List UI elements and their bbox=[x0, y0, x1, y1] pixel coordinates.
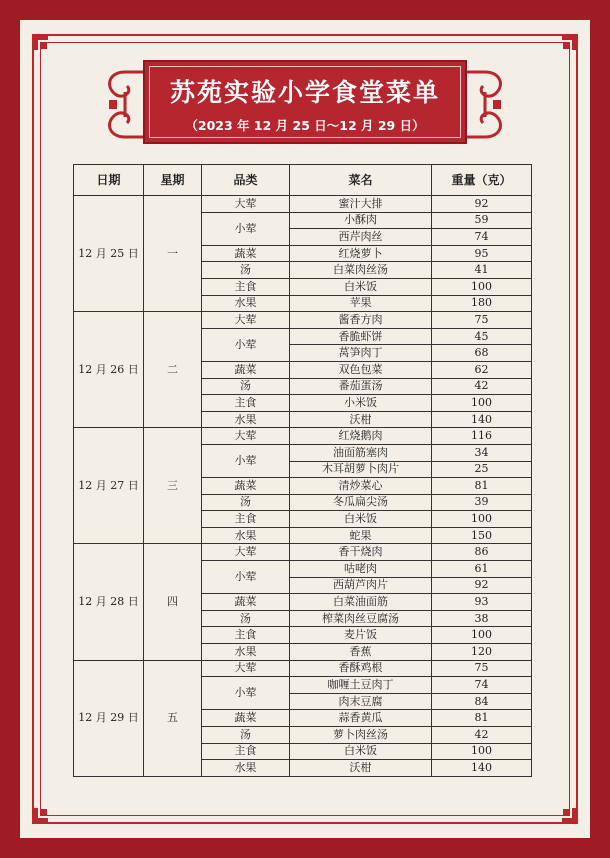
category-cell: 主食 bbox=[202, 743, 290, 760]
weight-cell: 120 bbox=[432, 644, 532, 661]
category-cell: 主食 bbox=[202, 278, 290, 295]
dish-cell: 蜜汁大排 bbox=[290, 196, 432, 213]
weight-cell: 81 bbox=[432, 710, 532, 727]
dish-cell: 清炒菜心 bbox=[290, 478, 432, 495]
menu-table-body bbox=[74, 196, 532, 777]
category-cell: 蔬菜 bbox=[202, 245, 290, 262]
dish-cell: 蒜香黄瓜 bbox=[290, 710, 432, 727]
weight-cell: 42 bbox=[432, 378, 532, 395]
page-title: 苏苑实验小学食堂菜单 bbox=[169, 78, 440, 107]
category-cell: 主食 bbox=[202, 627, 290, 644]
dish-cell: 红烧萝卜 bbox=[290, 245, 432, 262]
dish-cell: 木耳胡萝卜肉片 bbox=[290, 461, 432, 478]
weight-cell: 75 bbox=[432, 660, 532, 677]
category-cell: 汤 bbox=[202, 262, 290, 279]
dish-cell: 蛇果 bbox=[290, 527, 432, 544]
dish-cell: 油面筋塞肉 bbox=[290, 444, 432, 461]
dish-cell: 红烧鹅肉 bbox=[290, 428, 432, 445]
dish-cell: 酱香方肉 bbox=[290, 312, 432, 329]
corner-ornament-bottom-left-icon bbox=[30, 786, 70, 826]
weight-cell: 92 bbox=[432, 577, 532, 594]
weight-cell: 180 bbox=[432, 295, 532, 312]
dish-cell: 香酥鸡根 bbox=[290, 660, 432, 677]
category-cell: 大荤 bbox=[202, 428, 290, 445]
day-weekday-cell: 一 bbox=[144, 196, 202, 312]
category-cell: 蔬菜 bbox=[202, 594, 290, 611]
category-cell: 大荤 bbox=[202, 660, 290, 677]
category-cell: 汤 bbox=[202, 727, 290, 744]
category-cell: 大荤 bbox=[202, 544, 290, 561]
table-row bbox=[74, 312, 532, 329]
dish-cell: 冬瓜扁尖汤 bbox=[290, 494, 432, 511]
dish-cell: 西葫芦肉片 bbox=[290, 577, 432, 594]
weight-cell: 74 bbox=[432, 229, 532, 246]
dish-cell: 沃柑 bbox=[290, 411, 432, 428]
header-weight: 重量（克） bbox=[432, 165, 532, 196]
table-row bbox=[74, 660, 532, 677]
dish-cell: 苹果 bbox=[290, 295, 432, 312]
day-date-cell: 12 月 27 日 bbox=[74, 428, 144, 544]
weight-cell: 41 bbox=[432, 262, 532, 279]
day-weekday-cell: 四 bbox=[144, 544, 202, 660]
dish-cell: 沃柑 bbox=[290, 760, 432, 777]
weight-cell: 34 bbox=[432, 444, 532, 461]
dish-cell: 白米饭 bbox=[290, 511, 432, 528]
weight-cell: 100 bbox=[432, 627, 532, 644]
weight-cell: 59 bbox=[432, 212, 532, 229]
date-range-subtitle: （2023 年 12 月 25 日～12 月 29 日） bbox=[185, 118, 425, 133]
weight-cell: 75 bbox=[432, 312, 532, 329]
weight-cell: 86 bbox=[432, 544, 532, 561]
table-header-row bbox=[74, 165, 532, 196]
category-cell: 小荤 bbox=[202, 677, 290, 710]
table-row bbox=[74, 544, 532, 561]
dish-cell: 萝卜肉丝汤 bbox=[290, 727, 432, 744]
weight-cell: 61 bbox=[432, 561, 532, 578]
category-cell: 小荤 bbox=[202, 444, 290, 477]
category-cell: 主食 bbox=[202, 395, 290, 412]
weight-cell: 93 bbox=[432, 594, 532, 611]
weight-cell: 81 bbox=[432, 478, 532, 495]
weight-cell: 42 bbox=[432, 727, 532, 744]
category-cell: 大荤 bbox=[202, 312, 290, 329]
corner-ornament-bottom-right-icon bbox=[540, 786, 580, 826]
weight-cell: 74 bbox=[432, 677, 532, 694]
day-weekday-cell: 五 bbox=[144, 660, 202, 776]
weight-cell: 150 bbox=[432, 527, 532, 544]
dish-cell: 双色包菜 bbox=[290, 361, 432, 378]
weight-cell: 68 bbox=[432, 345, 532, 362]
dish-cell: 番茄蛋汤 bbox=[290, 378, 432, 395]
weight-cell: 92 bbox=[432, 196, 532, 213]
header-category: 品类 bbox=[202, 165, 290, 196]
category-cell: 小荤 bbox=[202, 328, 290, 361]
category-cell: 水果 bbox=[202, 295, 290, 312]
category-cell: 水果 bbox=[202, 411, 290, 428]
dish-cell: 西芹肉丝 bbox=[290, 229, 432, 246]
header-weekday: 星期 bbox=[144, 165, 202, 196]
weight-cell: 140 bbox=[432, 760, 532, 777]
header-dish: 菜名 bbox=[290, 165, 432, 196]
weight-cell: 62 bbox=[432, 361, 532, 378]
weight-cell: 100 bbox=[432, 395, 532, 412]
dish-cell: 莴笋肉丁 bbox=[290, 345, 432, 362]
category-cell: 蔬菜 bbox=[202, 361, 290, 378]
dish-cell: 白米饭 bbox=[290, 743, 432, 760]
dish-cell: 白菜油面筋 bbox=[290, 594, 432, 611]
weight-cell: 95 bbox=[432, 245, 532, 262]
table-row bbox=[74, 428, 532, 445]
weight-cell: 100 bbox=[432, 511, 532, 528]
header-date: 日期 bbox=[74, 165, 144, 196]
category-cell: 蔬菜 bbox=[202, 478, 290, 495]
day-weekday-cell: 二 bbox=[144, 312, 202, 428]
category-cell: 大荤 bbox=[202, 196, 290, 213]
category-cell: 小荤 bbox=[202, 561, 290, 594]
category-cell: 水果 bbox=[202, 527, 290, 544]
dish-cell: 香脆虾饼 bbox=[290, 328, 432, 345]
title-banner bbox=[143, 60, 467, 144]
dish-cell: 小酥肉 bbox=[290, 212, 432, 229]
weight-cell: 116 bbox=[432, 428, 532, 445]
weight-cell: 140 bbox=[432, 411, 532, 428]
dish-cell: 肉末豆腐 bbox=[290, 693, 432, 710]
dish-cell: 白米饭 bbox=[290, 278, 432, 295]
menu-table bbox=[73, 164, 532, 777]
category-cell: 水果 bbox=[202, 760, 290, 777]
weight-cell: 45 bbox=[432, 328, 532, 345]
table-row bbox=[74, 196, 532, 213]
category-cell: 汤 bbox=[202, 610, 290, 627]
day-date-cell: 12 月 25 日 bbox=[74, 196, 144, 312]
dish-cell: 香蕉 bbox=[290, 644, 432, 661]
dish-cell: 麦片饭 bbox=[290, 627, 432, 644]
dish-cell: 小米饭 bbox=[290, 395, 432, 412]
day-weekday-cell: 三 bbox=[144, 428, 202, 544]
weight-cell: 39 bbox=[432, 494, 532, 511]
dish-cell: 榨菜肉丝豆腐汤 bbox=[290, 610, 432, 627]
category-cell: 主食 bbox=[202, 511, 290, 528]
dish-cell: 白菜肉丝汤 bbox=[290, 262, 432, 279]
category-cell: 水果 bbox=[202, 644, 290, 661]
category-cell: 蔬菜 bbox=[202, 710, 290, 727]
dish-cell: 香干烧肉 bbox=[290, 544, 432, 561]
weight-cell: 100 bbox=[432, 278, 532, 295]
corner-ornament-top-left-icon bbox=[30, 32, 70, 72]
day-date-cell: 12 月 26 日 bbox=[74, 312, 144, 428]
day-date-cell: 12 月 29 日 bbox=[74, 660, 144, 776]
weight-cell: 38 bbox=[432, 610, 532, 627]
weight-cell: 100 bbox=[432, 743, 532, 760]
day-date-cell: 12 月 28 日 bbox=[74, 544, 144, 660]
category-cell: 小荤 bbox=[202, 212, 290, 245]
category-cell: 汤 bbox=[202, 494, 290, 511]
dish-cell: 咖喱土豆肉丁 bbox=[290, 677, 432, 694]
weight-cell: 25 bbox=[432, 461, 532, 478]
category-cell: 汤 bbox=[202, 378, 290, 395]
weight-cell: 84 bbox=[432, 693, 532, 710]
corner-ornament-top-right-icon bbox=[540, 32, 580, 72]
dish-cell: 咕咾肉 bbox=[290, 561, 432, 578]
